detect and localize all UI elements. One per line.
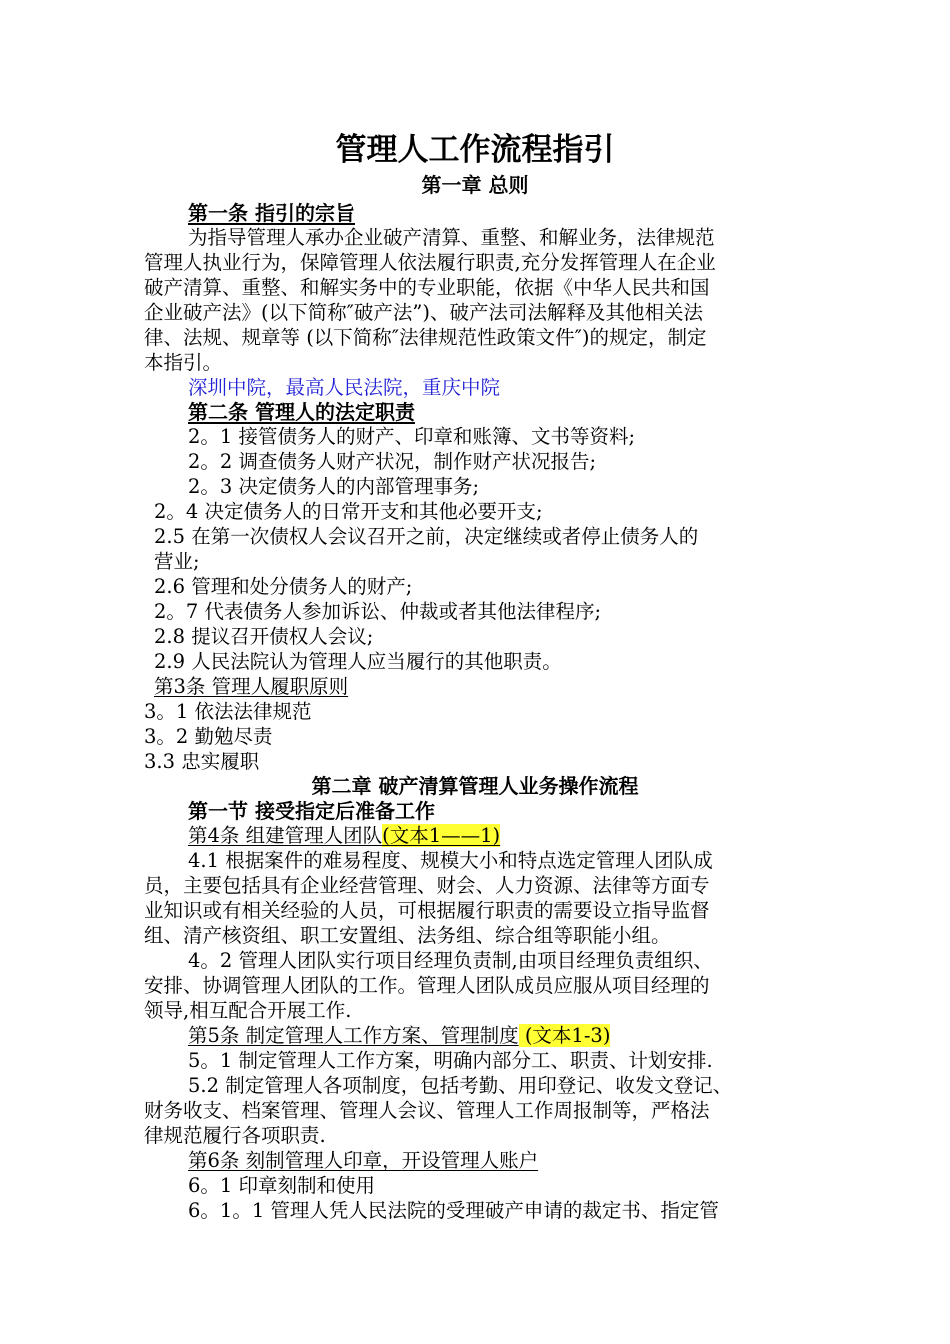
article-1-line: 管理人执业行为，保障管理人依法履行职责,充分发挥管理人在企业 (144, 251, 716, 274)
article-4-line: 4。2 管理人团队实行项目经理负责制,由项目经理负责组织、 (188, 949, 713, 972)
article-1-line: 律、法规、规章等 (以下简称″法律规范性政策文件″)的规定，制定 (144, 326, 707, 349)
court-note: 深圳中院，最高人民法院，重庆中院 (188, 376, 501, 399)
article-4-heading-row (188, 824, 500, 848)
article-1-line: 本指引。 (144, 351, 223, 374)
article-5-reference: (文本1-3) (524, 1024, 611, 1047)
article-1-heading: 第一条 指引的宗旨 (188, 201, 355, 225)
article-6-line: 6。1 印章刻制和使用 (188, 1174, 376, 1197)
article-5-line: 5.2 制定管理人各项制度，包括考勤、用印登记、收发文登记、 (188, 1074, 733, 1097)
article-2-heading: 第二条 管理人的法定职责 (188, 400, 415, 424)
article-5-line: 5。1 制定管理人工作方案，明确内部分工、职责、计划安排. (188, 1049, 713, 1072)
article-3-heading: 第3条 管理人履职原则 (154, 675, 349, 698)
chapter-2-heading: 第二章 破产清算管理人业务操作流程 (311, 774, 639, 798)
article-4-line: 业知识或有相关经验的人员，可根据履行职责的需要设立指导监督 (144, 899, 710, 922)
principle-item: 3.3 忠实履职 (144, 750, 260, 773)
article-4-line: 组、清产核资组、职工安置组、法务组、综合组等职能小组。 (144, 924, 671, 947)
article-4-line: 领导,相互配合开展工作. (144, 999, 352, 1022)
duty-item: 2.9 人民法院认为管理人应当履行的其他职责。 (154, 650, 562, 673)
article-4-line: 4.1 根据案件的难易程度、规模大小和特点选定管理人团队成 (188, 849, 713, 872)
duty-item: 2。2 调查债务人财产状况，制作财产状况报告; (188, 450, 597, 473)
chapter-1-heading: 第一章 总则 (421, 173, 529, 197)
duty-item: 2。4 决定债务人的日常开支和其他必要开支; (154, 500, 543, 523)
article-4-reference: (文本1——1) (382, 824, 501, 847)
article-6-line: 6。1。1 管理人凭人民法院的受理破产申请的裁定书、指定管 (188, 1199, 719, 1222)
article-1-line: 企业破产法》(以下简称″破产法”)、破产法司法解释及其他相关法 (144, 301, 703, 324)
section-1-heading: 第一节 接受指定后准备工作 (188, 799, 435, 823)
article-4-line: 员，主要包括具有企业经营管理、财会、人力资源、法律等方面专 (144, 874, 710, 897)
article-6-heading: 第6条 刻制管理人印章，开设管理人账户 (188, 1149, 539, 1172)
duty-item: 2.6 管理和处分债务人的财产; (154, 575, 413, 598)
article-5-line: 律规范履行各项职责. (144, 1124, 326, 1147)
duty-item: 2。3 决定债务人的内部管理事务; (188, 475, 480, 498)
document-title: 管理人工作流程指引 (335, 132, 615, 168)
article-5-heading: 第5条 制定管理人工作方案、管理制度 (188, 1024, 519, 1047)
duty-item: 营业; (154, 550, 200, 573)
article-4-line: 安排、协调管理人团队的工作。管理人团队成员应服从项目经理的 (144, 974, 710, 997)
article-5-heading-row (188, 1024, 610, 1048)
article-5-line: 财务收支、档案管理、管理人会议、管理人工作周报制等，严格法 (144, 1099, 710, 1122)
duty-item: 2.8 提议召开债权人会议; (154, 625, 374, 648)
duty-item: 2。7 代表债务人参加诉讼、仲裁或者其他法律程序; (154, 600, 602, 623)
principle-item: 3。1 依法法律规范 (144, 700, 312, 723)
duty-item: 2.5 在第一次债权人会议召开之前，决定继续或者停止债务人的 (154, 525, 699, 548)
article-4-heading: 第4条 组建管理人团队 (188, 824, 383, 847)
article-1-line: 破产清算、重整、和解实务中的专业职能，依据《中华人民共和国 (144, 276, 710, 299)
principle-item: 3。2 勤勉尽责 (144, 725, 273, 748)
article-1-line: 为指导管理人承办企业破产清算、重整、和解业务，法律规范 (188, 226, 715, 249)
duty-item: 2。1 接管债务人的财产、印章和账簿、文书等资料; (188, 425, 636, 448)
